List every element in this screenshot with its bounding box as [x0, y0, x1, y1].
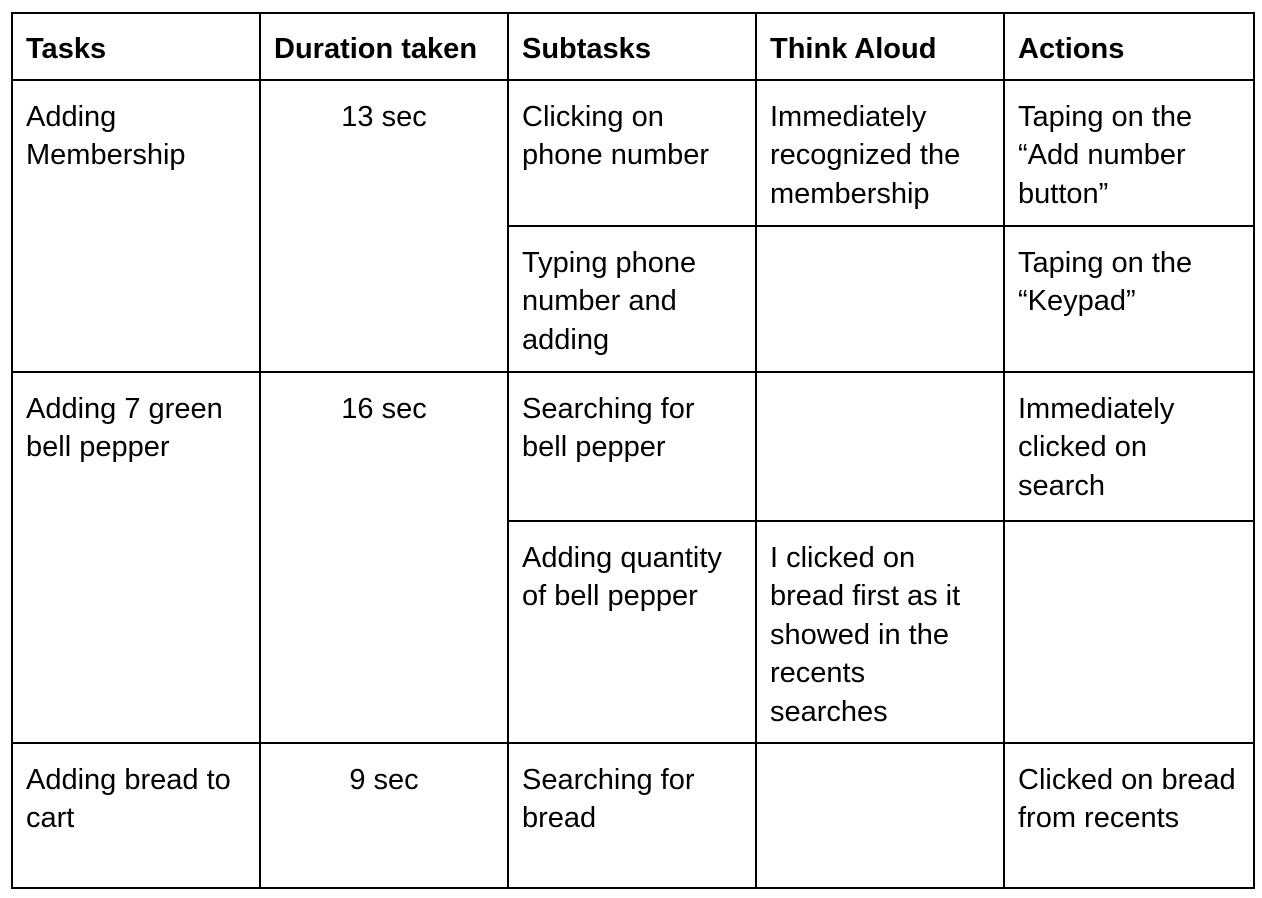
think-aloud-cell: Immediately recognized the membership — [756, 80, 1004, 226]
table-row — [12, 80, 1254, 226]
table-row — [12, 743, 1254, 888]
action-cell — [1004, 521, 1254, 743]
think-aloud-cell: I clicked on bread first as it showed in the recents searches — [756, 521, 1004, 743]
task-cell: Adding bread to cart — [12, 743, 260, 888]
think-aloud-cell — [756, 226, 1004, 372]
subtask-cell: Clicking on phone number — [508, 80, 756, 226]
duration-cell: 16 sec — [260, 372, 508, 743]
header-tasks: Tasks — [12, 13, 260, 80]
subtask-cell: Searching for bell pepper — [508, 372, 756, 521]
action-cell: Taping on the “Keypad” — [1004, 226, 1254, 372]
header-subtasks: Subtasks — [508, 13, 756, 80]
subtask-cell: Searching for bread — [508, 743, 756, 888]
action-cell: Immediately clicked on search — [1004, 372, 1254, 521]
action-cell: Clicked on bread from recents — [1004, 743, 1254, 888]
think-aloud-cell — [756, 743, 1004, 888]
action-cell: Taping on the “Add number button” — [1004, 80, 1254, 226]
duration-cell: 13 sec — [260, 80, 508, 372]
header-think-aloud: Think Aloud — [756, 13, 1004, 80]
duration-cell: 9 sec — [260, 743, 508, 888]
subtask-cell: Adding quantity of bell pepper — [508, 521, 756, 743]
task-cell: Adding 7 green bell pepper — [12, 372, 260, 743]
table-row — [12, 372, 1254, 521]
header-actions: Actions — [1004, 13, 1254, 80]
header-duration: Duration taken — [260, 13, 508, 80]
usability-test-table — [11, 12, 1255, 889]
header-row — [12, 13, 1254, 80]
task-cell: Adding Membership — [12, 80, 260, 372]
subtask-cell: Typing phone number and adding — [508, 226, 756, 372]
think-aloud-cell — [756, 372, 1004, 521]
